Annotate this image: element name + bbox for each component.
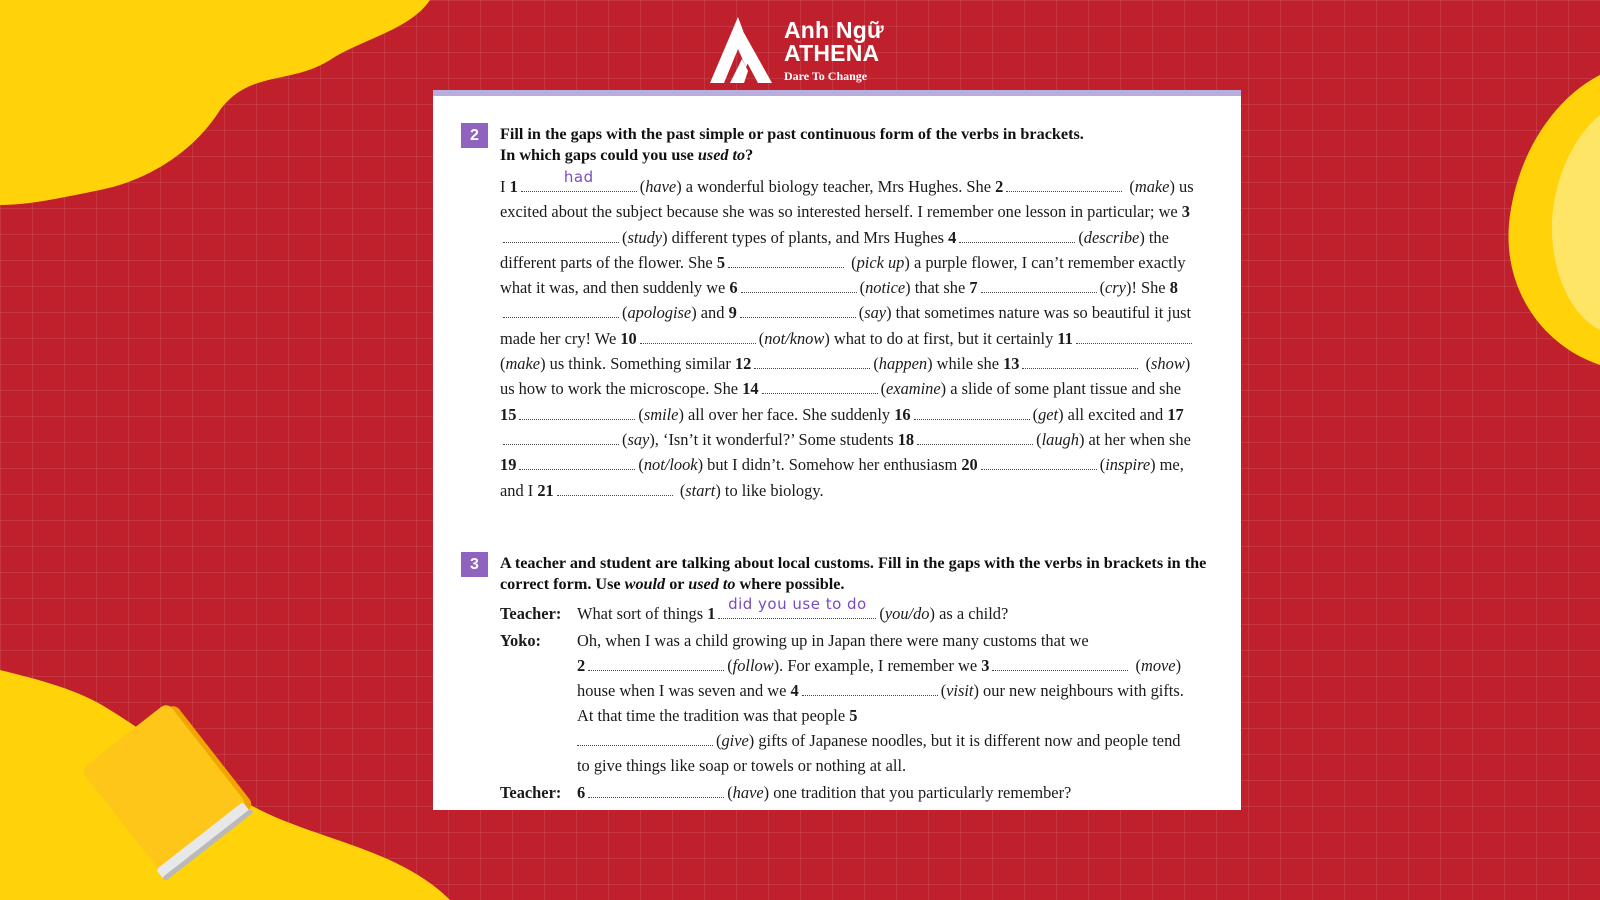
gap-field[interactable] — [588, 784, 724, 798]
speaker-label: Teacher: — [500, 783, 562, 802]
gap-field[interactable] — [914, 406, 1030, 420]
gap-field[interactable] — [1076, 330, 1192, 344]
speaker-label: Teacher: — [500, 604, 562, 623]
gap-field[interactable] — [981, 456, 1097, 470]
worksheet-page — [433, 90, 1241, 810]
gap-field[interactable] — [557, 482, 673, 496]
brand-tagline: Dare To Change — [784, 68, 868, 83]
handwritten-answer: had — [563, 167, 594, 186]
speaker-label: Yoko: — [500, 631, 541, 650]
gap-field[interactable] — [754, 355, 870, 369]
gap-field[interactable] — [577, 732, 713, 746]
book-icon — [80, 690, 270, 880]
gap-field[interactable] — [741, 279, 857, 293]
gap-field[interactable] — [959, 229, 1075, 243]
gap-field[interactable] — [981, 279, 1097, 293]
gap-field[interactable] — [503, 304, 619, 318]
yellow-wave-right — [1500, 75, 1600, 375]
gap-field[interactable] — [1022, 355, 1138, 369]
gap-field[interactable] — [740, 304, 856, 318]
gap-field[interactable] — [519, 406, 635, 420]
athena-logo-icon — [708, 15, 774, 85]
gap-field[interactable] — [503, 431, 619, 445]
gap-field[interactable] — [718, 595, 876, 619]
gap-field[interactable] — [521, 167, 637, 192]
exercise-text: I 1 had (have) a wonderful biology teacher, Mrs Hughes. She 2 (make) us excited about the subject because she was so interested herself. I remember one lesson in particular; we 3(study) different types of plants, and Mrs Hughes 4 (describe) the different parts of the flower. She 5 (pick up) a purple flower, I can’t remember exactly what it was, and then suddenly we 6 (notice) that she 7 (cry)! She 8(apologise) and 9 (say) that sometimes nature was so beautiful it just made her cry! We 10 (not/know) what to do at first, but it certainly 11(make) us think. Something similar 12 (happen) while she 13 (show) us how to work the microscope. She 14 (examine) a slide of some plant tissue and she 15 (smile) all over her face. She suddenly 16 (get) all excited and 17(say), ‘Isn’t it wonderful?’ Some students 18 (laugh) at her when she 19 (not/look) but I didn’t. Somehow her enthusiasm 20 (inspire) me, and I 21 (start) to like biology. — [500, 174, 1200, 503]
gap-field[interactable] — [519, 456, 635, 470]
yellow-wave-top-left — [0, 0, 440, 210]
gap-field[interactable] — [503, 229, 619, 243]
gap-field[interactable] — [917, 431, 1033, 445]
exercise-number-badge: 2 — [461, 123, 488, 148]
exercise-number-badge: 3 — [461, 552, 488, 577]
gap-field[interactable] — [640, 330, 756, 344]
gap-field[interactable] — [802, 682, 938, 696]
brand-logo — [708, 14, 908, 86]
exercise-instruction: A teacher and student are talking about local customs. Fill in the gaps with the verbs in brackets in the correct form. Use would or used to where possible. — [500, 554, 1207, 593]
brand-name-line2: ATHENA — [784, 39, 880, 66]
brand-name-line1: Anh Ngữ — [784, 16, 884, 43]
dialogue-line: Teacher: 6 (have) one tradition that you particularly remember? — [500, 780, 1220, 805]
gap-field[interactable] — [728, 254, 844, 268]
gap-field[interactable] — [588, 657, 724, 671]
dialogue — [500, 595, 1220, 805]
dialogue-line: Yoko: Oh, when I was a child growing up in Japan there were many customs that we 2 (follow). For example, I remember we 3 (move) house when I was seven and we 4 (visit) our new neighbours with gifts. At that time the tradition was that people 5 (give) gifts of Japanese noodles, but it is different now and people tend to give things like soap or towels or nothing at all. — [500, 628, 1220, 778]
gap-field[interactable] — [992, 657, 1128, 671]
exercise-instruction: Fill in the gaps with the past simple or past continuous form of the verbs in brackets. In which gaps could you use used to? — [500, 125, 1084, 164]
handwritten-answer: did you use to do — [728, 595, 867, 613]
gap-field[interactable] — [762, 380, 878, 394]
dialogue-line: Teacher: What sort of things 1 did you use to do (you/do) as a child? — [500, 601, 1220, 626]
gap-field[interactable] — [1006, 178, 1122, 192]
